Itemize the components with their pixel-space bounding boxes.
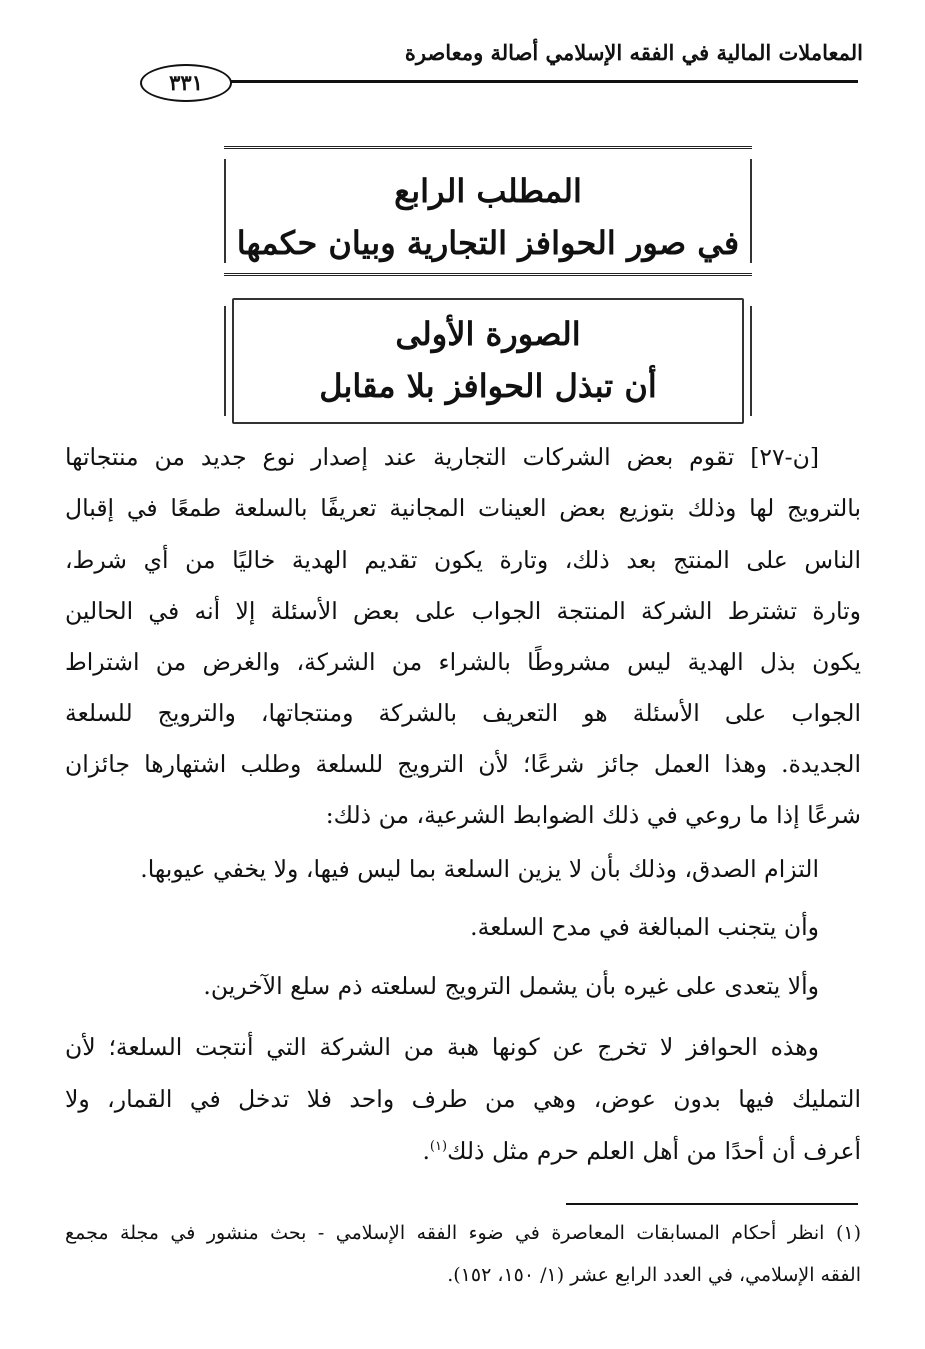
body-line: الناس على المنتج بعد ذلك، وتارة يكون تقديم الهدية خاليًا من أي شرط، [65,546,861,574]
body-line: وهذه الحوافز لا تخرج عن كونها هبة من الشركة التي أنتجت السلعة؛ لأن [65,1033,819,1061]
page-number-oval: ٣٣١ [140,64,232,102]
body-line: يكون بذل الهدية ليس مشروطًا بالشراء من الشركة، والغرض من اشتراط [65,648,861,676]
subsection-title-line1: الصورة الأولى [395,315,581,353]
footnote-line: الفقه الإسلامي، في العدد الرابع عشر (١/ ١٥٠، ١٥٢). [447,1264,861,1286]
footnote-reference[interactable]: (١) [429,1139,448,1155]
section-title-box [224,146,752,276]
body-line: التمليك فيها بدون عوض، وهي من طرف واحد فلا تدخل في القمار، ولا [65,1085,861,1113]
body-line: الجواب على الأسئلة هو التعريف بالشركة ومنتجاتها، والترويج للسلعة [65,699,861,727]
header-rule [230,80,858,83]
subsection-title-box [224,298,752,424]
body-line: التزام الصدق، وذلك بأن لا يزين السلعة بما ليس فيها، ولا يخفي عيوبها. [140,855,819,883]
body-line: الجديدة. وهذا العمل جائز شرعًا؛ لأن الترويج للسلعة وطلب اشتهارها جائزان [65,750,861,778]
subsection-title-line2: أن تبذل الحوافز بلا مقابل [319,367,657,405]
body-line: وأن يتجنب المبالغة في مدح السلعة. [470,913,819,941]
section-title-line1: المطلب الرابع [394,172,582,210]
body-line: شرعًا إذا ما روعي في ذلك الضوابط الشرعية، من ذلك: [325,801,861,829]
section-title-line2: في صور الحوافز التجارية وبيان حكمها [236,224,740,262]
body-last-line [65,1137,861,1165]
body-line: [ن-٢٧] تقوم بعض الشركات التجارية عند إصدار نوع جديد من منتجاتها [65,443,819,471]
footnote-line: (١) انظر أحكام المسابقات المعاصرة في ضوء الفقه الإسلامي - بحث منشور في مجلة مجمع [65,1222,861,1244]
body-line: أعرف أن أحدًا من أهل العلم حرم مثل ذلك [447,1137,861,1165]
running-header-title: المعاملات المالية في الفقه الإسلامي أصالة ومعاصرة [404,40,863,65]
body-line: وتارة تشترط الشركة المنتجة الجواب على بعض الأسئلة إلا أنه في الحالين [65,597,861,625]
body-final-period: . [422,1137,430,1165]
body-line: بالترويج لها وذلك بتوزيع بعض العينات المجانية تعريفًا بالسلعة طمعًا في إقبال [65,494,861,522]
footnote-rule [566,1203,858,1205]
body-line: وألا يتعدى على غيره بأن يشمل الترويج لسلعته ذم سلع الآخرين. [203,972,819,1000]
